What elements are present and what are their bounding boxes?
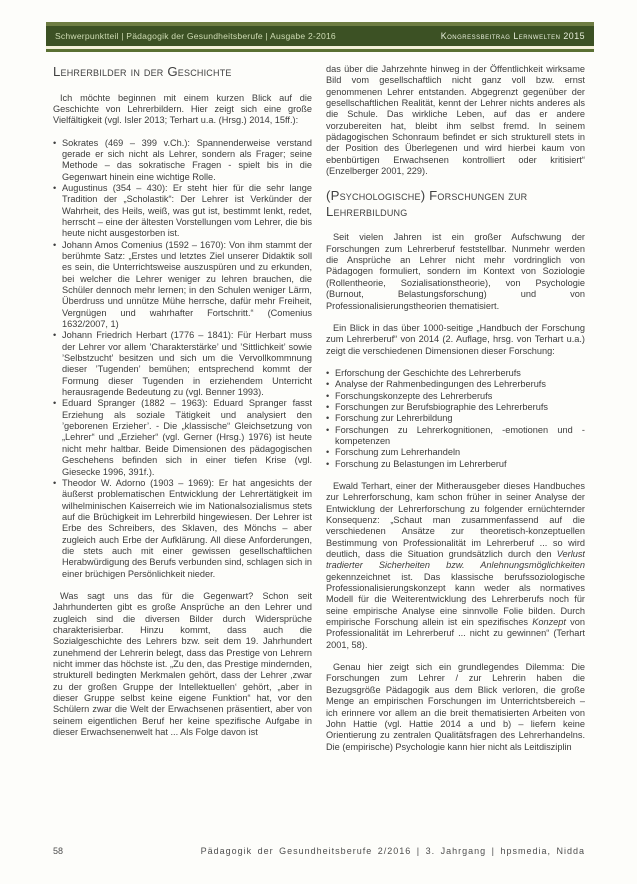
dilemma-paragraph: Genau hier zeigt sich ein grundlegendes Dilemma: Die Forschungen zum Lehrer / zur Lehrerin haben die Bezugsgröße Pädagogik aus dem Blick verloren, die große Menge an empirischen Forschungen im Unterrichtsbereich – ich erinnere vor allem an die breit thematisierten Arbeiten von John Hattie (vgl. Hattie 2014 a und b) – liefern keine Orientierung zu zentralen Qualitätsfragen des Lehrerhandelns. Die (empirische) Psychologie kann hier nicht als Leitdisziplin xyxy=(326,662,585,752)
research-list-item: • Erforschung der Geschichte des Lehrerberufs xyxy=(326,368,585,379)
header-bar-green-stripe xyxy=(46,49,594,52)
terhart-quote-paragraph xyxy=(326,481,585,651)
research-list-item: • Forschungen zur Berufsbiographie des Lehrerberufs xyxy=(326,402,585,413)
intro-paragraph: Ich möchte beginnen mit einem kurzen Blick auf die Geschichte von Lehrerbildern. Hier zeigt sich eine große Vielfältigkeit (vgl. Isler 2013; Terhart u.a. (Hrsg.) 2014, 15ff.): xyxy=(53,92,312,126)
quote-part: gekennzeichnet ist. Das klassische berufssoziologische Professionalisierungskonzept kann weder als normatives Modell für die Weiterentwicklung des Lehrerberufs noch für seine empirische Analyse eine sinnvolle Folie bilden. Durch empirische Forschung allein ist ein spezifisches xyxy=(326,571,585,628)
list-item-lead: Augustinus (354 – 430): xyxy=(62,182,168,193)
article-body xyxy=(53,64,585,842)
list-item-text: Von ihm stammt der berühmte Satz: „Erstes und letztes Ziel unserer Didaktik soll es sein, die Unterrichtsweise auszuspüren und zu erkunden, bei welcher die Lehrer weniger zu lehren brauchen, die Schüler dennoch mehr lernen; in den Schulen weniger Lärm, Überdruss und unnütze Mühe herrsche, dafür mehr Freiheit, Vergnügen und wahrhafter Fortschritt.“ (Comenius 1632/2007, 1) xyxy=(62,239,313,330)
quote-italic-part: Konzept xyxy=(532,617,566,628)
research-list-item: • Forschung zur Lehrerbildung xyxy=(326,413,585,424)
list-item-herbart xyxy=(53,330,312,398)
handbook-paragraph: Ein Blick in das über 1000-seitige „Handbuch der Forschung zum Lehrerberuf“ von 2014 (2. Auflage, hrsg. von Terhart u.a.) zeigt die verschiedenen Dimensionen dieser Forschung: xyxy=(326,322,585,356)
list-item-lead: Eduard Spranger (1882 – 1963): xyxy=(62,398,208,409)
list-item-spranger xyxy=(53,398,312,477)
list-item-text: Spannenderweise verstand gerade er sich nicht als Lehrer, sondern als Frager; seine Methode – das sokratische Fragen - spielt bis in die Gegenwart hinein eine wichtige Rolle. xyxy=(62,137,312,182)
research-list-item: • Forschung zu Belastungen im Lehrerberuf xyxy=(326,459,585,470)
header-bar-main xyxy=(46,26,594,46)
list-item-lead: Johann Friedrich Herbart (1776 – 1841): xyxy=(62,330,234,341)
column-right xyxy=(326,64,585,842)
research-list-item: • Forschungskonzepte des Lehrerberufs xyxy=(326,391,585,402)
list-item-lead: Johann Amos Comenius (1592 – 1670): xyxy=(62,239,227,250)
list-item-adorno xyxy=(53,478,312,580)
teacher-figures-list xyxy=(53,138,312,580)
journal-footer-line: Pädagogik der Gesundheitsberufe 2/2016 | 3. Jahrgang | hpsmedia, Nidda xyxy=(200,846,585,856)
list-item-sokrates xyxy=(53,138,312,183)
continuation-paragraph: das über die Jahrzehnte hinweg in der Öffentlichkeit wirksame Bild vom gesellschaftlich nicht ganz voll bzw. ernst genommenen Lehrer entstanden. Abgegrenzt gegenüber der gesellschaftlichen Realität, kennt der Lehrer nichts anderes als die Schule. Das wirkliche Leben, auf das er andere vorzubereiten hat, bleibt ihm selbst fremd. In seinem pädagogischen Schonraum befindet er sich strukturell stets in der Position des Überlegenen und wird hierbei kaum von ebenbürtigen Erwachsenen kontrolliert oder kritisiert“ (Enzelberger 2001, 229). xyxy=(326,64,585,177)
section-heading-history: Lehrerbilder in der Geschichte xyxy=(53,64,232,79)
list-item-augustinus xyxy=(53,183,312,240)
research-dimensions-list xyxy=(326,368,585,470)
research-list-item: • Forschungen zu Lehrerkognitionen, -emotionen und -kompetenzen xyxy=(326,425,585,448)
quote-part: Ewald Terhart, einer der Mitherausgeber dieses Handbuches zur Lehrerforschung, kam schon früher in seiner Analyse der Entwicklung der Lehrerforschung zu folgender ernüchternder Konsequenz: „Schaut man zusammenfassend auf die verschiedenen Ansätze zur theoretisch-konzeptuellen Bestimmung von Professionalität im Lehrerberuf ... so wird deutlich, dass die Situation grundsätzlich durch den xyxy=(326,480,585,560)
research-list-item: • Analyse der Rahmenbedingungen des Lehrerberufs xyxy=(326,379,585,390)
section-heading-research: (Psychologische) Forschungen zur Lehrerbildung xyxy=(326,188,528,219)
list-item-text: Er steht hier für die sehr lange Tradition der „Scholastik“: Der Lehrer ist Verkünder der Wahrheit, des Heils, weiß, was gut ist, bestimmt lenkt, redet, herrscht – eine der ältesten Vorstellungen vom Lehrer, die bis heute nicht ausgestorben ist. xyxy=(62,182,312,239)
page-footer xyxy=(53,846,585,856)
page-number: 58 xyxy=(53,846,64,856)
quote-italic-part: Verlust tradierter Sicherheiten bzw. Anlehnungsmöglichkeiten xyxy=(326,549,585,571)
list-item-text: Eduard Spranger fasst Erziehung als soziale Tätigkeit und analysiert den ’geborenen Erzieher’. - Die „klassische“ Gleichsetzung von „Lehrer“ und „Erzieher“ (vgl. Gerner (Hrsg.) 1976) ist heute nicht mehr haltbar. Beide Dimensionen des pädagogischen Geschehens befinden sich in einer tiefen Krise (vgl. Giesecke 1996, 391f.). xyxy=(62,398,312,477)
header-bar xyxy=(46,22,594,52)
list-item-text: Er hat angesichts der äußerst problematischen Entwicklung der Lehrertätigkeit im wilhelminischen Kaiserreich wie im Nationalsozialismus stets auf die Brüchigkeit im Lehrerbild hingewiesen. Der Lehrer ist Erbe des Schreibers, des Sklaven, des Mönchs – aber zugleich auch Erbe der Aufklärung. All diese Anforderungen, die stets auch mit einer gewissen gesellschaftlichen Herabwürdigung des Berufs verbunden sind, schlagen sich in einer brüchigen Persönlichkeit nieder. xyxy=(62,477,313,579)
quote-part: von Professionalität im Lehrerberuf ... nicht zu gewinnen“ (Terhart 2001, 58). xyxy=(326,617,585,650)
list-item-lead: Sokrates (469 – 399 v.Ch.): xyxy=(62,137,190,148)
header-congress-label: Kongressbeitrag Lernwelten 2015 xyxy=(440,31,585,41)
list-item-text: Für Herbart muss der Lehrer vor allem ’Charakterstärke’ und ’Sittlichkeit’ sowie ’Selbstzucht’ besitzen und sich um die Vervollkommnung dieser ’Tugenden’ bemühen; entsprechend kommt der Formung dieser Tugenden in erziehendem Unterricht herausragende Bedeutung zu (vgl. Benner 1993). xyxy=(62,330,313,398)
header-section-breadcrumb: Schwerpunktteil | Pädagogik der Gesundheitsberufe | Ausgabe 2-2016 xyxy=(55,31,336,41)
research-list-item: • Forschung zum Lehrerhandeln xyxy=(326,447,585,458)
list-item-lead: Theodor W. Adorno (1903 – 1969): xyxy=(62,477,215,488)
research-upswing-paragraph: Seit vielen Jahren ist ein großer Aufschwung der Forschungen zum Lehrerberuf feststellbar. Nunmehr werden die Ansprüche an Lehrer nicht mehr vordringlich von Pädagogen formuliert, sondern im Kontext von Soziologie (Rollentheorie, Sozialisationstheorie), von Psychologie (Burnout, Belastungsforschung) und von Professionalisierungstheorien thematisiert. xyxy=(326,232,585,311)
column-left xyxy=(53,64,312,842)
present-day-paragraph: Was sagt uns das für die Gegenwart? Schon seit Jahrhunderten gibt es große Ansprüche an den Lehrer und zugleich sind die diversen Bilder durch Widersprüche charakterisierbar. Hinzu kommt, dass auch die Sozialgeschichte des Lehrers bzw. seit dem 19. Jahrhundert zunehmend der Lehrerin belegt, dass das Prestige von Lehrern nicht immer das höchste ist. „Zu den, das Prestige mindernden, strukturell bedingten Merkmalen gehört, dass der Lehrer ‚zwar zu der großen Gruppe der Intellektuellen‘ gehört, „aber in dieser Gruppe selbst keine eigene Funktion“ hat, vor den Schülern zwar die Welt der Erwachsenen präsentiert, aber von seinem eigentlichen Beruf her keine spezifische Aufgabe in dieser Erwachsenenwelt hat ... Als Folge davon ist xyxy=(53,590,312,738)
list-item-comenius xyxy=(53,240,312,331)
